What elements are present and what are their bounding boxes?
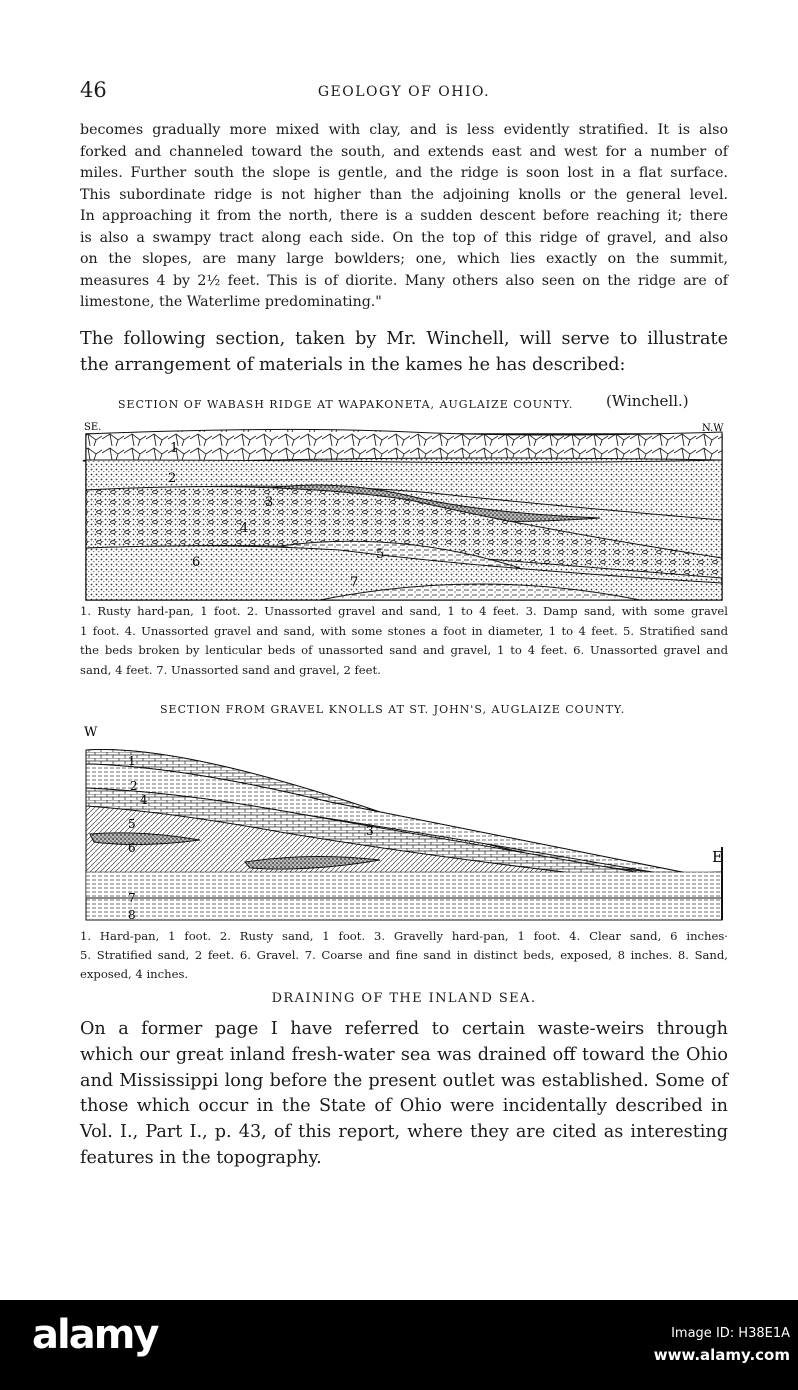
figure-1-left-label: SE. — [84, 422, 102, 433]
section-heading: DRAINING OF THE INLAND SEA. — [271, 991, 537, 1006]
layer-label: 4 — [140, 793, 148, 807]
figure-1-section-diagram — [80, 418, 728, 604]
figure-1-credit: (Winchell.) — [606, 392, 689, 410]
layer-label: 6 — [192, 555, 201, 570]
text-line: exposed, 4 inches. — [80, 967, 189, 981]
text-line: which our great inland fresh-water sea was drained off toward the Ohio — [80, 1044, 728, 1065]
text-line: This subordinate ridge is not higher than the adjoining knolls or the general level. — [80, 186, 728, 203]
figure-2-right-label: E — [712, 848, 723, 866]
text-line: features in the topography. — [80, 1148, 322, 1168]
layer-label: 5 — [376, 547, 385, 562]
layer-label: 2 — [130, 779, 138, 793]
text-line: On a former page I have referred to certain waste-weirs through — [80, 1019, 728, 1039]
layer-label: 5 — [128, 817, 136, 831]
figure-1-caption: SECTION OF WABASH RIDGE AT WAPAKONETA, AUGLAIZE COUNTY. — [118, 398, 574, 411]
watermark-bar — [0, 1300, 798, 1390]
figure-1-right-label: N.W — [702, 423, 724, 434]
text-line: The following section, taken by Mr. Winchell, will serve to illustrate — [80, 329, 728, 349]
image-id: Image ID: H38E1A — [671, 1326, 790, 1341]
text-line: sand, 4 feet. 7. Unassorted sand and gravel, 2 feet. — [80, 662, 381, 677]
layer-label: 2 — [168, 471, 177, 486]
text-line: In approaching it from the north, there is a sudden descent before reaching it; there — [80, 208, 728, 224]
layer-label: 7 — [128, 891, 136, 905]
running-title: GEOLOGY OF OHIO. — [317, 84, 491, 100]
layer-label: 8 — [128, 908, 136, 922]
text-line: measures 4 by 2½ feet. This is of diorite. Many others also seen on the ridge are of — [80, 272, 728, 289]
layer-label: 1 — [128, 754, 136, 768]
layer-label: 6 — [128, 841, 136, 855]
layer-label: 3 — [265, 495, 274, 510]
text-line: Vol. I., Part I., p. 43, of this report, where they are cited as interesting — [80, 1122, 728, 1143]
text-line: forked and channeled toward the south, and extends east and west for a number of — [80, 143, 728, 160]
figure-2-section-diagram — [80, 722, 728, 922]
text-line: becomes gradually more mixed with clay, and is less evidently stratified. It is also — [80, 122, 728, 138]
text-line: 1. Rusty hard-pan, 1 foot. 2. Unassorted gravel and sand, 1 to 4 feet. 3. Damp sand, with some gravel — [80, 604, 728, 618]
text-line: 1 foot. 4. Unassorted gravel and sand, with some stones a foot in diameter, 1 to 4 feet. 5. Stratified sand — [80, 623, 728, 638]
text-line: 1. Hard-pan, 1 foot. 2. Rusty sand, 1 foot. 3. Gravelly hard-pan, 1 foot. 4. Clear sand, 6 inches· — [80, 929, 728, 943]
layer-label: 4 — [240, 521, 249, 536]
layer-label: 1 — [170, 441, 179, 456]
text-line: miles. Further south the slope is gentle, and the ridge is soon lost in a flat surface. — [80, 165, 728, 181]
layer-label: 7 — [350, 575, 359, 590]
figure-2-left-label: W — [84, 725, 98, 740]
text-line: limestone, the Waterlime predominating." — [80, 294, 382, 310]
text-line: the arrangement of materials in the kames he has described: — [80, 354, 626, 375]
layer-label: 3 — [366, 824, 374, 838]
text-line: is also a swampy tract along each side. On the top of this ridge of gravel, and also — [80, 229, 728, 246]
page-number: 46 — [80, 78, 107, 102]
text-line: on the slopes, are many large bowlders; one, which lies exactly on the summit, — [80, 251, 728, 267]
text-line: and Mississippi long before the present outlet was established. Some of — [80, 1070, 728, 1091]
alamy-url: www.alamy.com — [653, 1346, 790, 1364]
text-line: those which occur in the State of Ohio were incidentally described in — [80, 1096, 728, 1117]
figure-2-caption: SECTION FROM GRAVEL KNOLLS AT ST. JOHN'S, AUGLAIZE COUNTY. — [160, 703, 626, 716]
text-line: the beds broken by lenticular beds of unassorted sand and gravel, 1 to 4 feet. 6. Unassorted gravel and — [80, 643, 728, 657]
text-line: 5. Stratified sand, 2 feet. 6. Gravel. 7. Coarse and fine sand in distinct beds, exposed, 8 inches. 8. Sand, — [80, 948, 728, 962]
alamy-logo: alamy — [32, 1312, 158, 1358]
